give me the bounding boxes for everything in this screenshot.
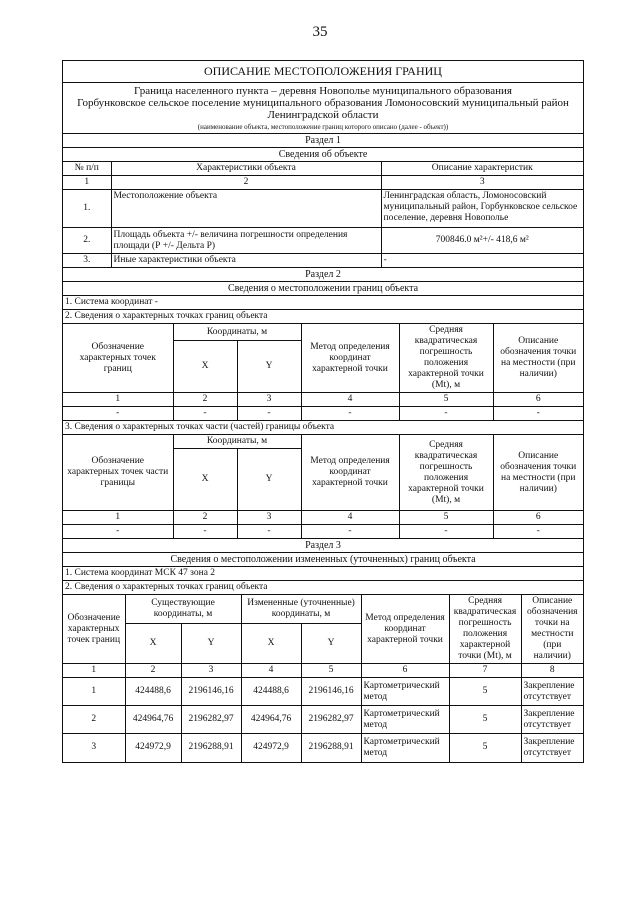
section3-title: Раздел 3 [63, 538, 583, 552]
head-x: X [241, 624, 301, 664]
changed-x: 424972,9 [241, 734, 301, 762]
method: Картометрический метод [361, 734, 449, 762]
col-number: 1 [63, 393, 173, 407]
head-coords: Координаты, м [173, 435, 301, 449]
object-info-table [63, 162, 583, 267]
empty-cell: - [493, 407, 583, 421]
part-points-table [63, 435, 583, 538]
empty-cell: - [399, 407, 493, 421]
empty-cell: - [301, 407, 399, 421]
row-number: 1. [63, 190, 111, 228]
existing-y: 2196146,16 [181, 678, 241, 706]
row-number: 3. [63, 254, 111, 268]
col-number: 6 [493, 511, 583, 525]
existing-x: 424964,76 [125, 706, 181, 734]
boundary-points-table [63, 324, 583, 420]
existing-x: 424488,6 [125, 678, 181, 706]
object-line-2: Горбунковское сельское поселение муниципального образования Ломоносовский муниципальный район [77, 97, 569, 109]
col-number: 2 [173, 511, 237, 525]
section1-subtitle: Сведения об объекте [63, 147, 583, 161]
col-number: 3 [381, 176, 583, 190]
empty-cell: - [237, 407, 301, 421]
characteristic-name: Местоположение объекта [111, 190, 381, 228]
head-y: Y [181, 624, 241, 664]
head-method: Метод определения координат характерной точки [301, 435, 399, 511]
head-x: X [173, 449, 237, 511]
empty-cell: - [301, 525, 399, 539]
characteristic-value: 700846.0 м²+/- 418,6 м² [381, 228, 583, 254]
head-coords: Координаты, м [173, 324, 301, 341]
changed-points-table [63, 595, 583, 762]
changed-y: 2196146,16 [301, 678, 361, 706]
head-accuracy: Средняя квадратическая погрешность положения характерной точки (Mt), м [399, 324, 493, 393]
col-number: 3 [181, 664, 241, 678]
col-number: 3 [237, 511, 301, 525]
col-number: 1 [63, 176, 111, 190]
characteristic-name: Иные характеристики объекта [111, 254, 381, 268]
head-existing-coords: Существующие координаты, м [125, 595, 241, 624]
section2-subtitle: Сведения о местоположении границ объекта [63, 281, 583, 295]
col-number: 4 [301, 511, 399, 525]
empty-cell: - [63, 407, 173, 421]
col-number: 1 [63, 664, 125, 678]
table-row [63, 734, 583, 762]
page-number: 35 [312, 24, 328, 40]
table-row [63, 706, 583, 734]
table-row [63, 678, 583, 706]
section3-points-title: 2. Сведения о характерных точках границ объекта [63, 580, 583, 594]
method: Картометрический метод [361, 678, 449, 706]
col-number: 3 [237, 393, 301, 407]
characteristic-name: Площадь объекта +/- величина погрешности определения площади (Р +/- Дельта Р) [111, 228, 381, 254]
changed-x: 424488,6 [241, 678, 301, 706]
head-point: Обозначение характерных точек границ [63, 595, 125, 664]
col-number: 4 [241, 664, 301, 678]
point-number: 1 [63, 678, 125, 706]
section2-parts-wrap [63, 434, 583, 538]
head-point: Обозначение характерных точек границ [63, 324, 173, 393]
head-changed-coords: Измененные (уточненные) координаты, м [241, 595, 361, 624]
head-accuracy: Средняя квадратическая погрешность положения характерной точки (Mt), м [399, 435, 493, 511]
point-description: Закрепление отсутствует [521, 678, 583, 706]
section3-coord-system: 1. Система координат МСК 47 зона 2 [63, 566, 583, 580]
col-number: 5 [399, 393, 493, 407]
existing-y: 2196288,91 [181, 734, 241, 762]
point-number: 3 [63, 734, 125, 762]
head-method: Метод определения координат характерной точки [361, 595, 449, 664]
col-number: 7 [449, 664, 521, 678]
col-number: 2 [173, 393, 237, 407]
changed-y: 2196288,91 [301, 734, 361, 762]
section3-subtitle: Сведения о местоположении измененных (уточненных) границ объекта [63, 552, 583, 566]
col-number: 2 [125, 664, 181, 678]
empty-cell: - [399, 525, 493, 539]
col-number: 2 [111, 176, 381, 190]
section2-points-title: 2. Сведения о характерных точках границ объекта [63, 309, 583, 323]
section3-points-wrap [63, 594, 583, 762]
head-description: Описание обозначения точки на местности (при наличии) [521, 595, 583, 664]
changed-y: 2196282,97 [301, 706, 361, 734]
section2-points-wrap [63, 323, 583, 420]
head-description: Описание обозначения точки на местности (при наличии) [493, 435, 583, 511]
col-number: 8 [521, 664, 583, 678]
head-accuracy: Средняя квадратическая погрешность положения характерной точки (Mt), м [449, 595, 521, 664]
col-number: 6 [361, 664, 449, 678]
col-number: 6 [493, 393, 583, 407]
empty-cell: - [63, 525, 173, 539]
col-number: 5 [301, 664, 361, 678]
object-caption: (наименование объекта, местоположение границ которого описано (далее - объект)) [197, 123, 449, 131]
col-number: 4 [301, 393, 399, 407]
accuracy: 5 [449, 706, 521, 734]
row-number: 2. [63, 228, 111, 254]
object-line-3: Ленинградской области [267, 109, 379, 121]
section2-title: Раздел 2 [63, 267, 583, 281]
head-y: Y [237, 341, 301, 393]
col-header-number: № п/п [63, 162, 111, 176]
head-x: X [125, 624, 181, 664]
existing-y: 2196282,97 [181, 706, 241, 734]
head-x: X [173, 341, 237, 393]
point-description: Закрепление отсутствует [521, 706, 583, 734]
object-header [63, 82, 583, 133]
point-number: 2 [63, 706, 125, 734]
boundary-description-form [62, 60, 584, 763]
point-description: Закрепление отсутствует [521, 734, 583, 762]
empty-cell: - [173, 407, 237, 421]
characteristic-value: Ленинградская область, Ломоносовский муниципальный район, Горбунковское сельское поселение, деревня Новополье [381, 190, 583, 228]
document-title: ОПИСАНИЕ МЕСТОПОЛОЖЕНИЯ ГРАНИЦ [204, 64, 442, 78]
empty-cell: - [173, 525, 237, 539]
head-point-part: Обозначение характерных точек части границы [63, 435, 173, 511]
section2-parts-title: 3. Сведения о характерных точках части (частей) границы объекта [63, 420, 583, 434]
col-header-characteristics: Характеристики объекта [111, 162, 381, 176]
col-header-description: Описание характеристик [381, 162, 583, 176]
object-line-1: Граница населенного пункта – деревня Новополье муниципального образования [134, 85, 512, 97]
head-y: Y [237, 449, 301, 511]
accuracy: 5 [449, 734, 521, 762]
changed-x: 424964,76 [241, 706, 301, 734]
section1-title: Раздел 1 [63, 133, 583, 147]
head-method: Метод определения координат характерной точки [301, 324, 399, 393]
accuracy: 5 [449, 678, 521, 706]
col-number: 1 [63, 511, 173, 525]
section2-coord-system: 1. Система координат - [63, 295, 583, 309]
characteristic-value: - [381, 254, 583, 268]
head-y: Y [301, 624, 361, 664]
head-description: Описание обозначения точки на местности (при наличии) [493, 324, 583, 393]
empty-cell: - [237, 525, 301, 539]
existing-x: 424972,9 [125, 734, 181, 762]
col-number: 5 [399, 511, 493, 525]
empty-cell: - [493, 525, 583, 539]
method: Картометрический метод [361, 706, 449, 734]
section1-table-wrap [63, 161, 583, 267]
